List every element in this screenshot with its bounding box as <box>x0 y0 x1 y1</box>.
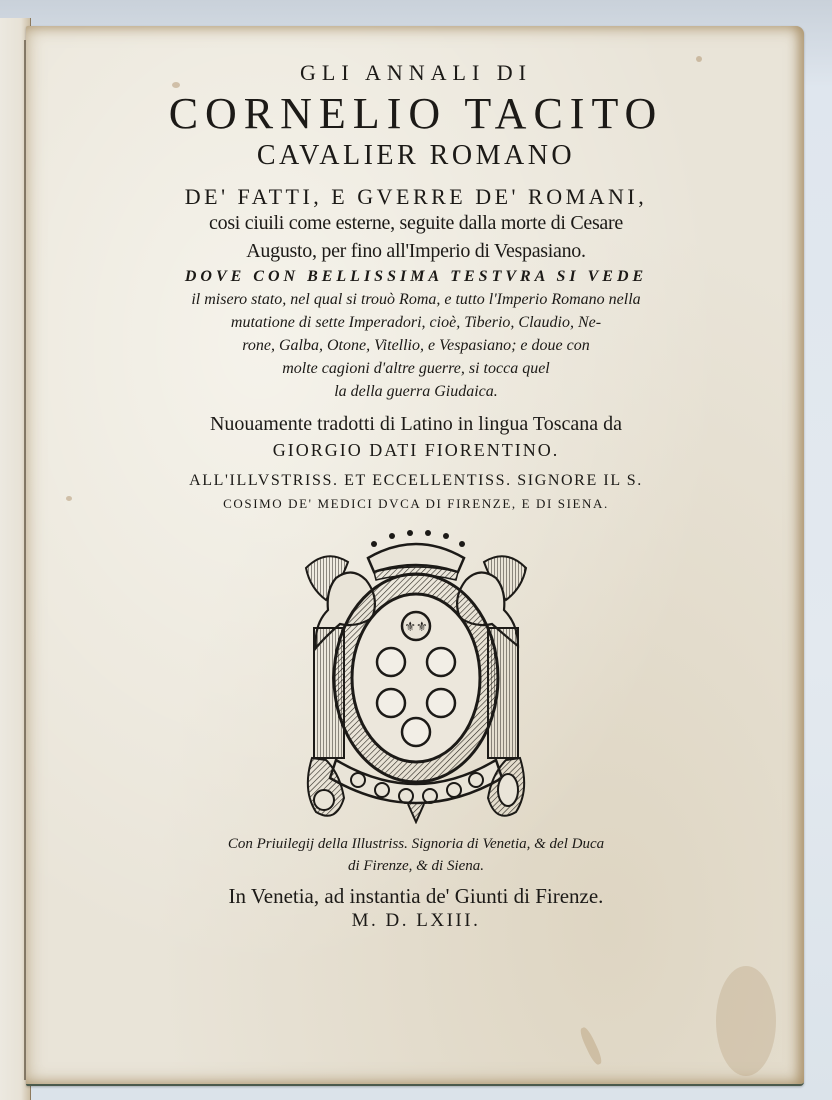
dedication-line-1: ALL'ILLVSTRISS. ET ECCELLENTISS. SIGNORE IL S. <box>189 472 643 489</box>
description-line: il misero stato, nel qual si trouò Roma, e tutto l'Imperio Romano nella <box>191 291 641 308</box>
translator-name: GIORGIO DATI FIORENTINO. <box>272 440 560 460</box>
description-line: rone, Galba, Otone, Vitellio, e Vespasiano; e doue con <box>242 337 590 354</box>
title-author: CORNELIO TACITO <box>168 89 664 138</box>
privilege-line-1: Con Priuilegij della Illustriss. Signoria di Venetia, & del Duca <box>227 836 605 852</box>
subtitle-line-3: Augusto, per fino all'Imperio di Vespasiano. <box>246 240 586 262</box>
description-heading: DOVE CON BELLISSIMA TESTVRA SI VEDE <box>184 268 648 285</box>
description-line: mutatione di sette Imperadori, cioè, Tiberio, Claudio, Ne- <box>230 314 602 331</box>
subtitle-line-2: cosi ciuili come esterne, seguite dalla morte di Cesare <box>209 212 623 234</box>
foxing-streak <box>578 1026 604 1066</box>
water-stain <box>716 966 776 1076</box>
description-line: la della guerra Giudaica. <box>334 383 498 400</box>
description-line: molte cagioni d'altre guerre, si tocca quel <box>282 360 550 377</box>
translator-line: Nuouamente tradotti di Latino in lingua Toscana da <box>209 413 622 435</box>
imprint-year: M. D. LXIII. <box>351 910 481 931</box>
coat-of-arms-icon <box>296 528 536 824</box>
title-line-1: GLI ANNALI DI <box>300 60 532 85</box>
title-line-3: CAVALIER ROMANO <box>256 140 576 171</box>
subtitle-heading: DE' FATTI, E GVERRE DE' ROMANI, <box>184 184 648 209</box>
svg-text:⚜⚜: ⚜⚜ <box>404 620 428 635</box>
dedication-line-2: COSIMO DE' MEDICI DVCA DI FIRENZE, E DI SIENA. <box>223 496 609 511</box>
imprint-place: In Venetia, ad instantia de' Giunti di Firenze. <box>228 884 604 908</box>
privilege-line-2: di Firenze, & di Siena. <box>347 858 485 874</box>
